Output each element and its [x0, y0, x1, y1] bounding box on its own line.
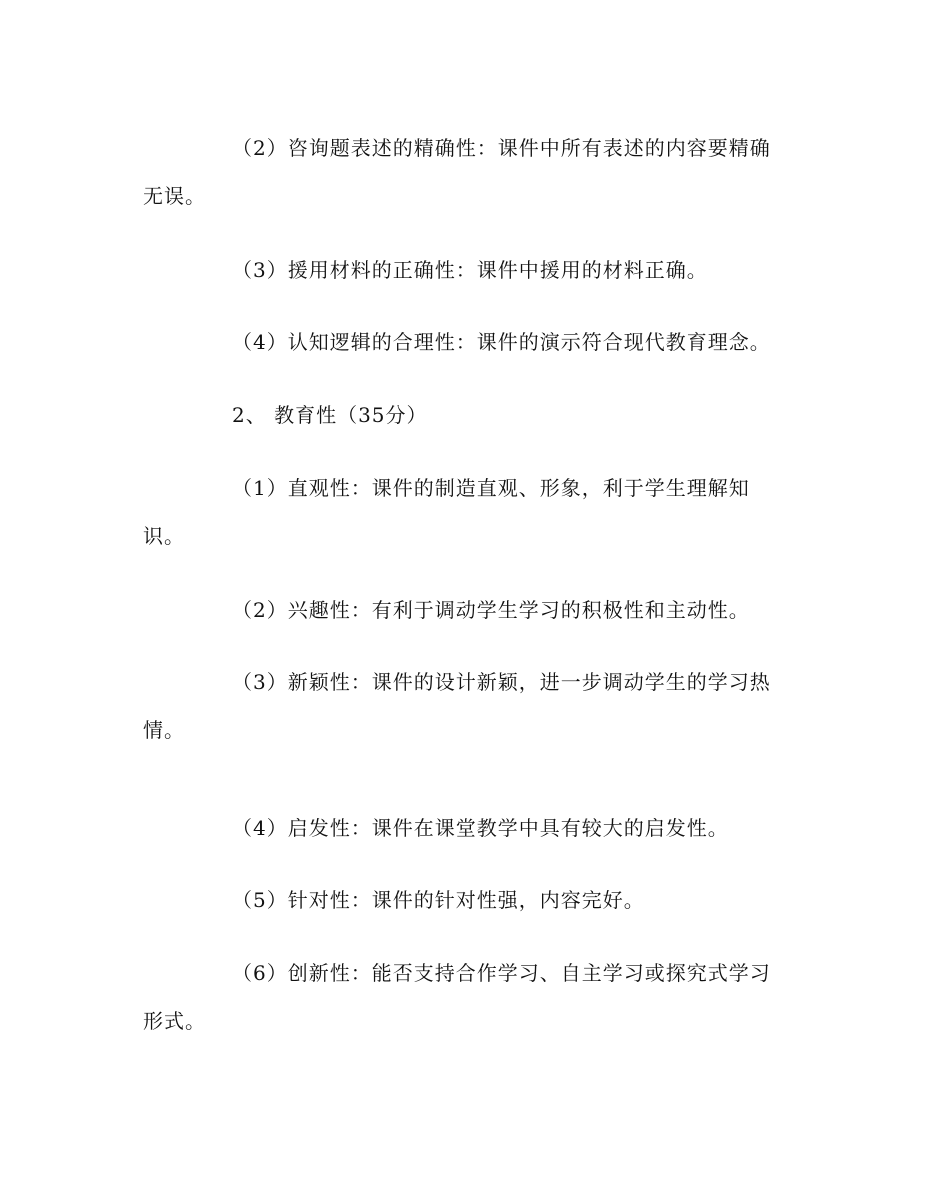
paragraph-line: （4）启发性：课件在课堂教学中具有较大的启发性。: [232, 816, 729, 840]
paragraph-line: 无误。: [143, 184, 206, 208]
paragraph-line: （4）认知逻辑的合理性：课件的演示符合现代教育理念。: [232, 330, 771, 354]
paragraph-line: 情。: [143, 718, 185, 742]
paragraph-line: 识。: [143, 524, 185, 548]
paragraph-line: 形式。: [143, 1009, 206, 1033]
section-heading: 2、 教育性（35分）: [232, 403, 428, 427]
paragraph-line: （3）援用材料的正确性：课件中援用的材料正确。: [232, 258, 708, 282]
paragraph-line: （5）针对性：课件的针对性强，内容完好。: [232, 888, 645, 912]
paragraph-line: （2）咨询题表述的精确性：课件中所有表述的内容要精确: [232, 136, 771, 160]
paragraph-line: （3）新颖性：课件的设计新颖，进一步调动学生的学习热: [232, 670, 771, 694]
paragraph-line: （1）直观性：课件的制造直观、形象，利于学生理解知: [232, 476, 750, 500]
paragraph-line: （6）创新性：能否支持合作学习、自主学习或探究式学习: [232, 961, 771, 985]
paragraph-line: （2）兴趣性：有利于调动学生学习的积极性和主动性。: [232, 598, 750, 622]
